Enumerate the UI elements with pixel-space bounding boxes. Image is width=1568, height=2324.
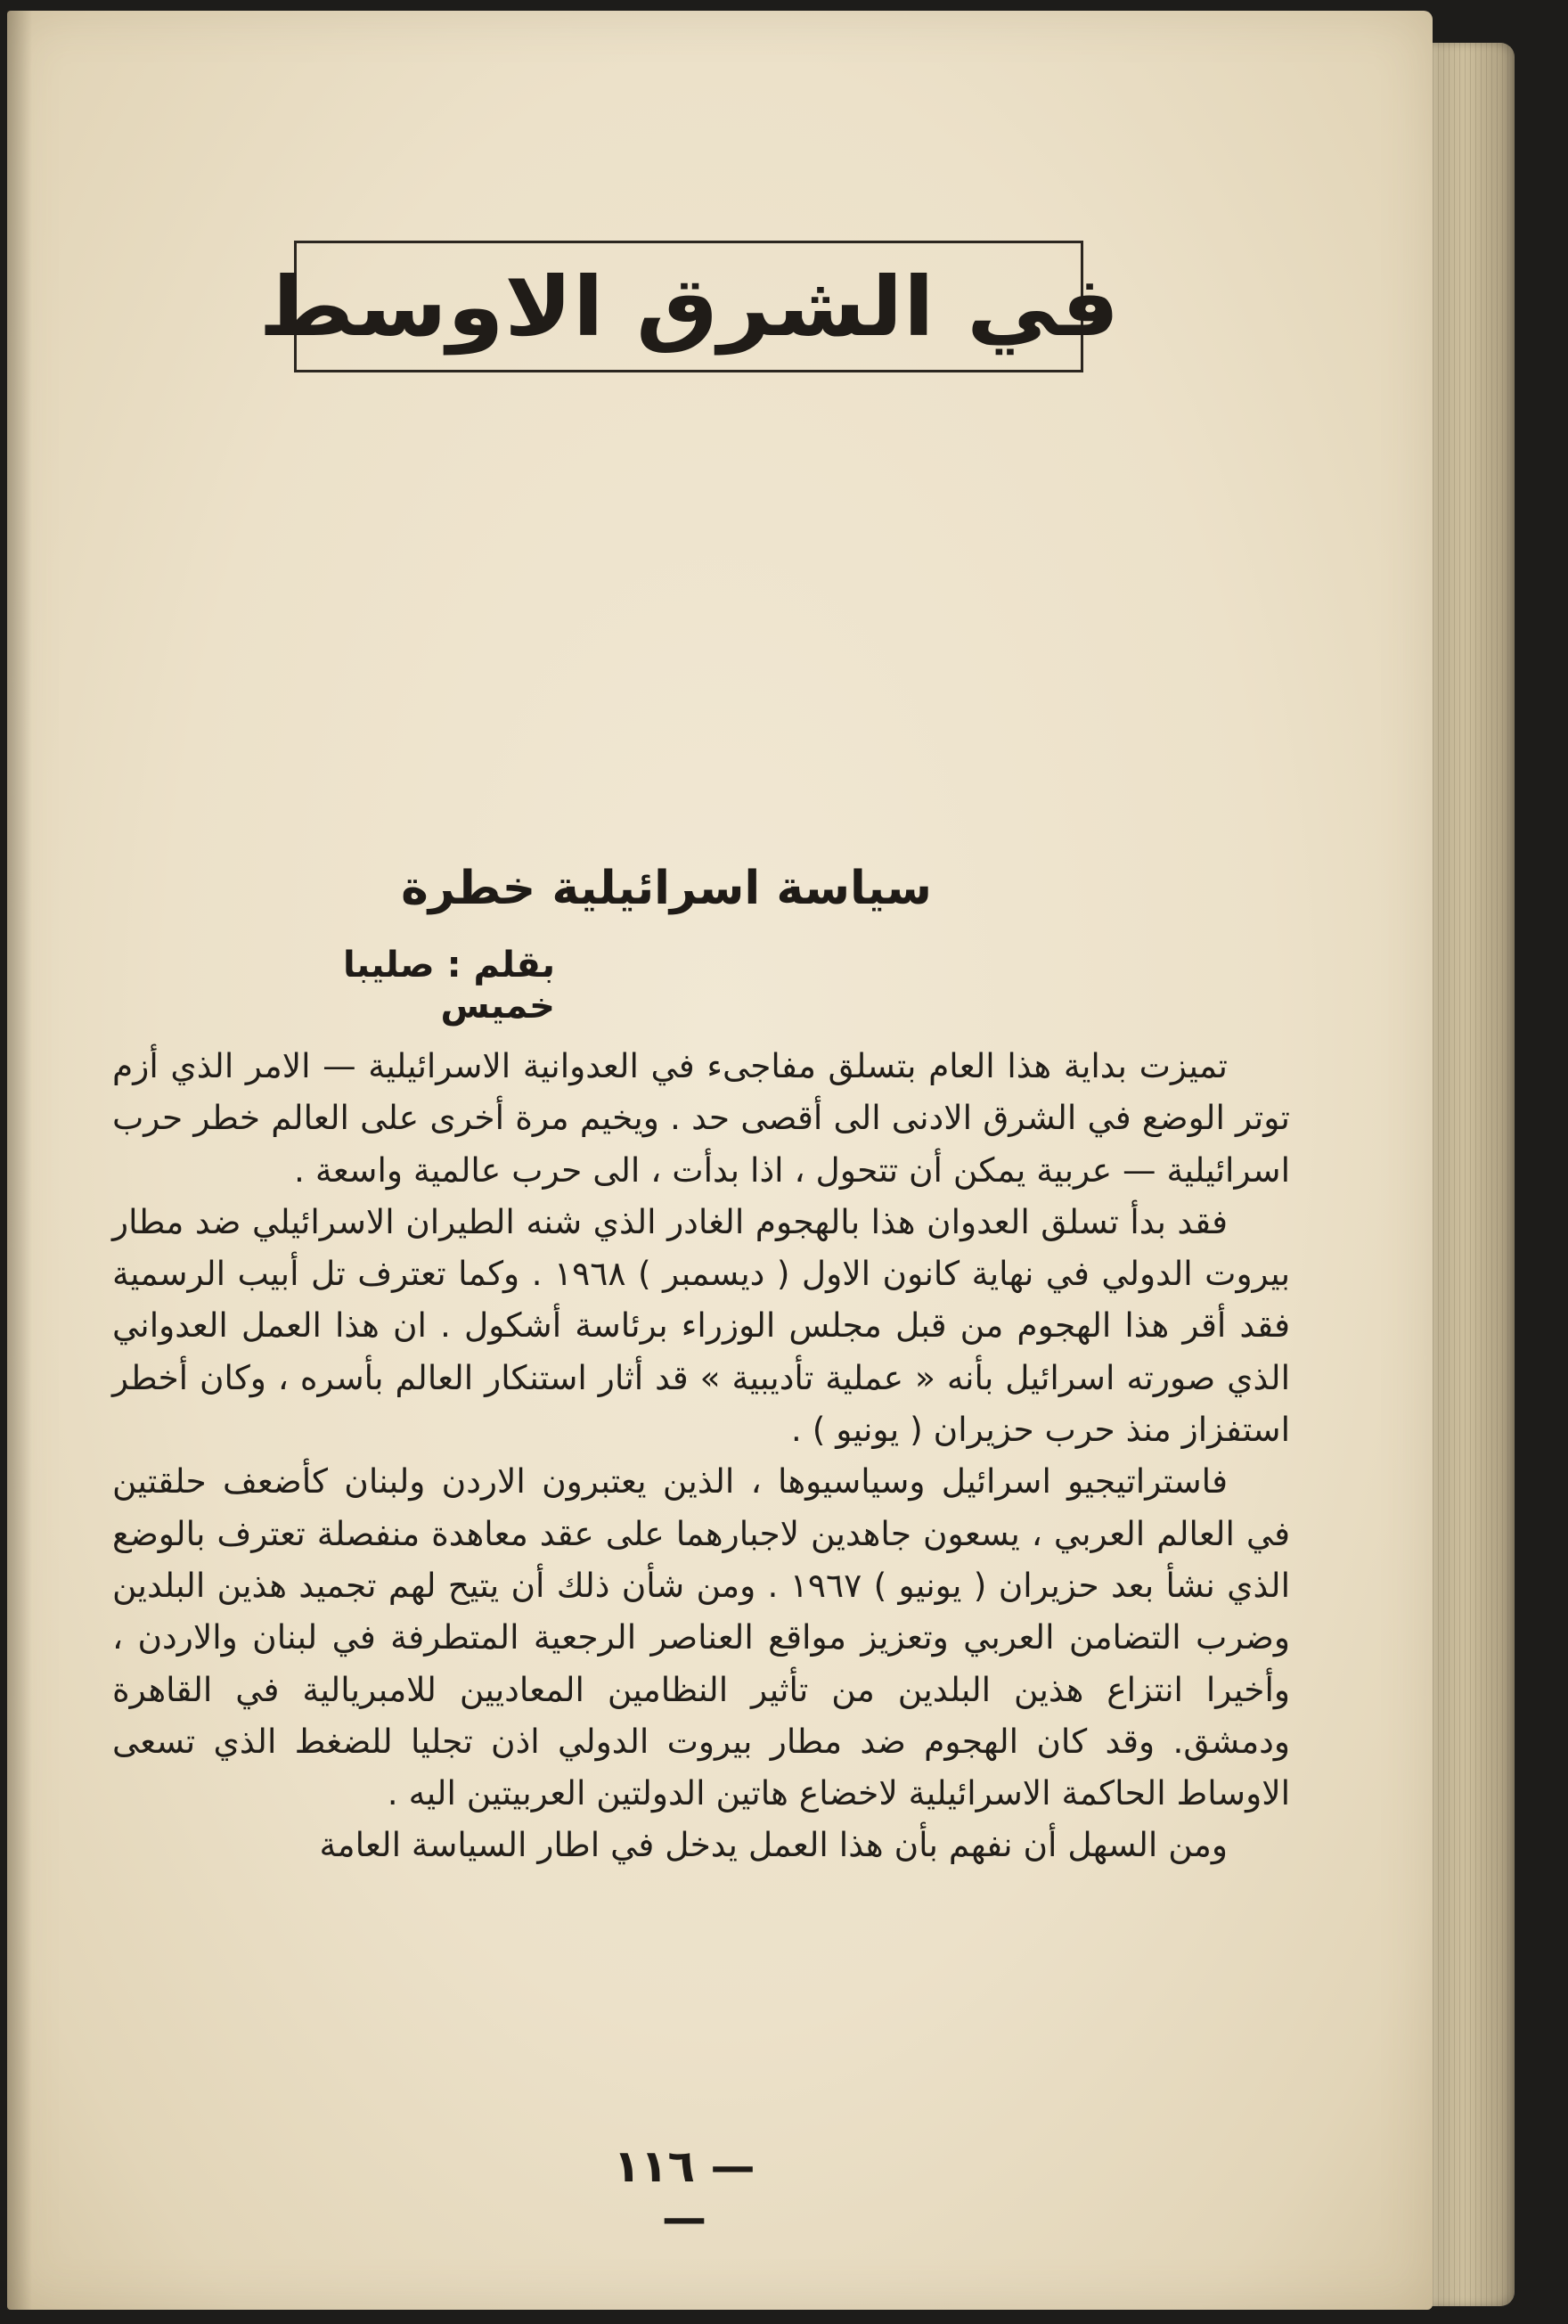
paragraph: تميزت بداية هذا العام بتسلق مفاجىء في العدوانية الاسرائيلية — الامر الذي أزم توتر الوضع في الشرق الادنى الى أقصى حد . ويخيم مرة أخرى على العالم خطر حرب اسرائيلية — عربية يمكن أن تتحول ، اذا بدأت ، الى حرب عالمية واسعة . bbox=[112, 1046, 1290, 1190]
paragraph: ومن السهل أن نفهم بأن هذا العمل يدخل في اطار السياسة العامة bbox=[319, 1825, 1228, 1865]
page-number: — ١١٦ — bbox=[613, 2140, 755, 2244]
paragraph: فاستراتيجيو اسرائيل وسياسيوها ، الذين يعتبرون الاردن ولبنان كأضعف حلقتين في العالم العربي ، يسعون جاهدين لاجبارهما على عقد معاهدة منفصلة تعترف بالوضع الذي نشأ بعد حزيران ( يونيو ) ١٩٦٧ . ومن شأن ذلك أن يتيح لهم تجميد هذين البلدين وضرب التضامن العربي وتعزيز مواقع العناصر الرجعية المتطرفة في لبنان والاردن ، وأخيرا انتزاع هذين البلدين من تأثير النظامين المعاديين للامبريالية في القاهرة ودمشق. وقد كان الهجوم ضد مطار بيروت الدولي اذن تجليا للضغط الذي تسعى الاوساط الحاكمة الاسرائيلية لاخضاع هاتين الدولتين العربيتين اليه . bbox=[112, 1461, 1290, 1813]
section-heading-box bbox=[257, 241, 1120, 372]
book-page bbox=[7, 11, 1433, 2310]
section-heading: في الشرق الاوسط bbox=[257, 258, 1120, 355]
paragraph: فقد بدأ تسلق العدوان هذا بالهجوم الغادر الذي شنه الطيران الاسرائيلي ضد مطار بيروت الدولي في نهاية كانون الاول ( ديسمبر ) ١٩٦٨ . وكما تعترف تل أبيب الرسمية فقد أقر هذا الهجوم من قبل مجلس الوزراء برئاسة أشكول . ان هذا العمل العدواني الذي صورته اسرائيل بأنه « عملية تأديبية » قد أثار استنكار العالم بأسره ، وكان أخطر استفزاز منذ حرب حزيران ( يونيو ) . bbox=[112, 1201, 1291, 1450]
article-body bbox=[112, 1040, 1290, 1871]
article-byline: بقلم : صليبا خميس bbox=[342, 945, 555, 1027]
article-title: سياسة اسرائيلية خطرة bbox=[401, 862, 932, 915]
